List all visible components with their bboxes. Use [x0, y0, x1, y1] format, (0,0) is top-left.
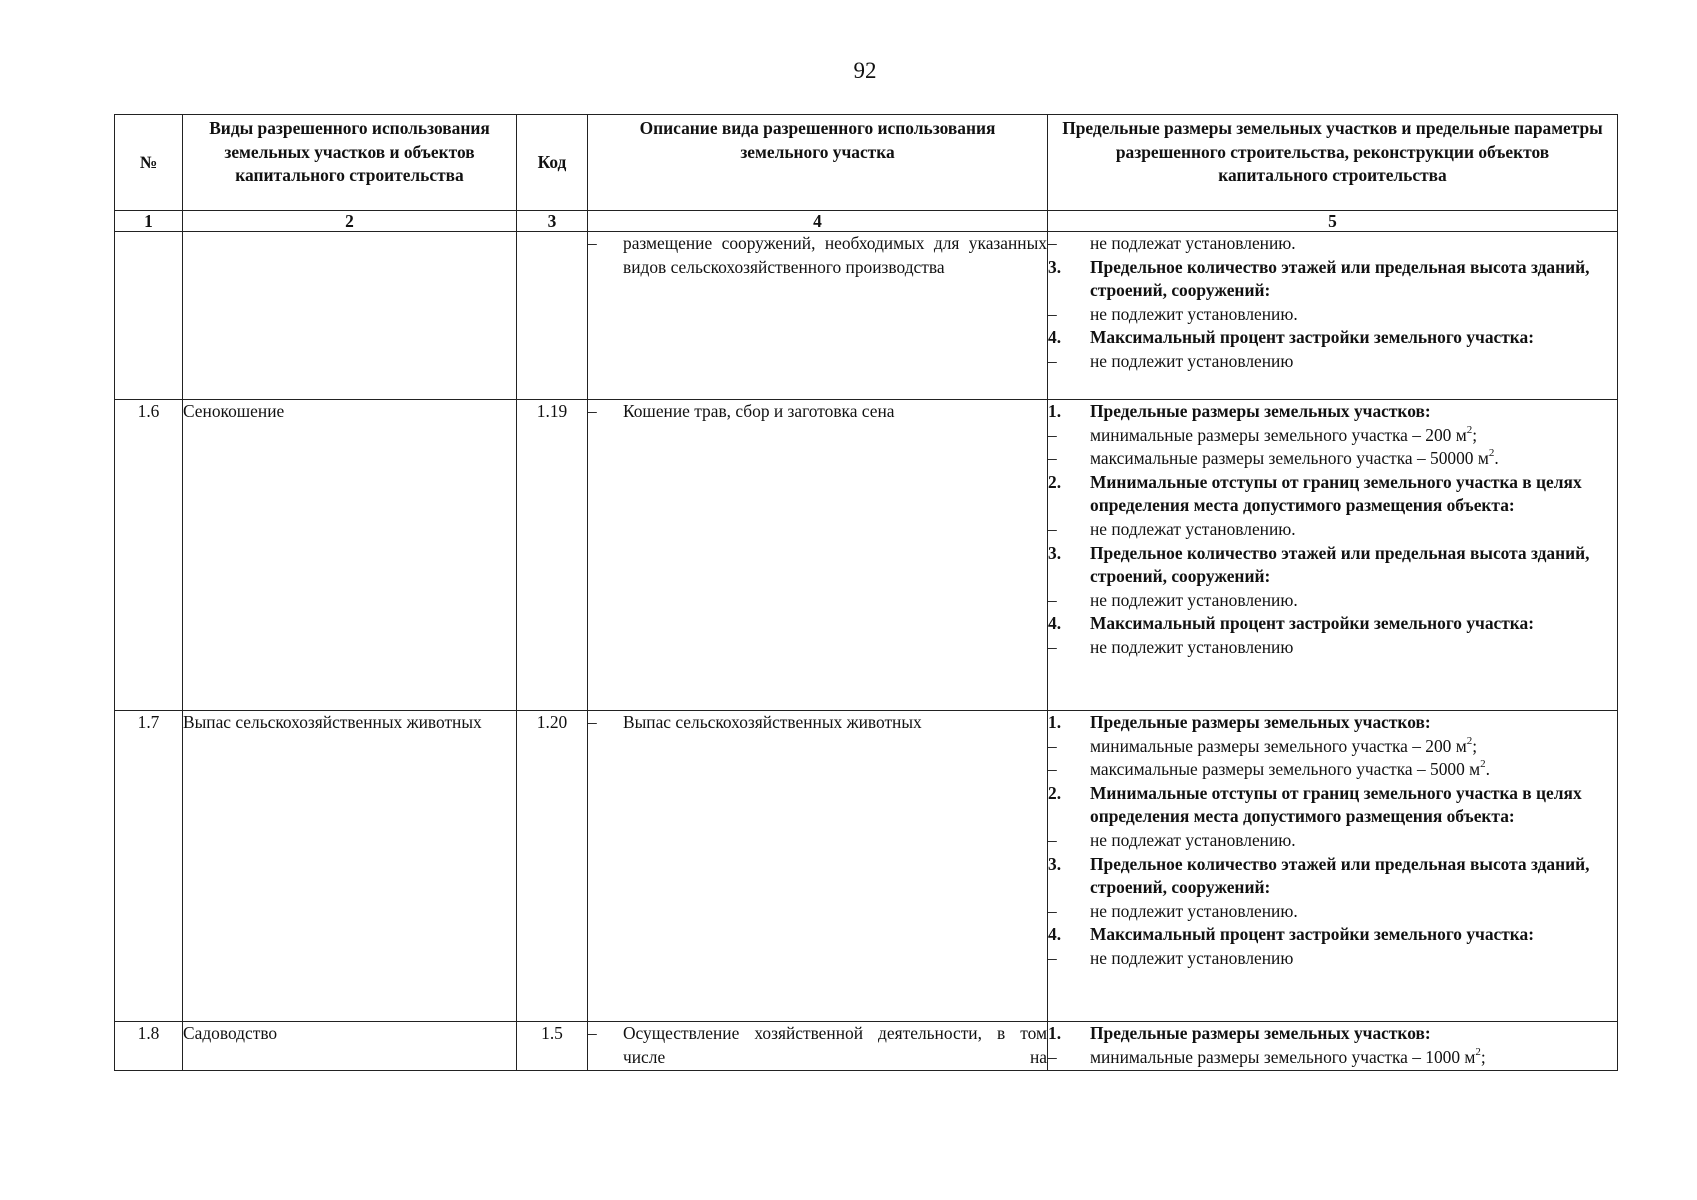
- list-marker: –: [1048, 759, 1057, 780]
- table-row: [115, 400, 1618, 711]
- page-number: 92: [853, 58, 877, 83]
- list-marker: –: [1048, 518, 1057, 539]
- parameter-item: [1048, 900, 1617, 924]
- parameter-text: не подлежит установлению: [1090, 947, 1294, 968]
- column-number: 5: [1048, 211, 1618, 232]
- parameter-text: Предельные размеры земельных участков:: [1090, 1023, 1431, 1043]
- list-marker: –: [588, 1023, 597, 1043]
- header-code: Код: [517, 115, 588, 211]
- column-number: 1: [115, 211, 183, 232]
- land-use-table: [114, 114, 1618, 1071]
- list-marker: –: [588, 712, 597, 732]
- description-item: [588, 1022, 1047, 1069]
- description-text: Осуществление хозяйственной деятельности, в том числе на: [623, 1023, 1047, 1067]
- row-use-type: [183, 232, 517, 400]
- parameter-heading: [1048, 326, 1617, 350]
- parameter-text: Минимальные отступы от границ земельного участка в целях определения места допустимого размещения объекта:: [1090, 471, 1582, 516]
- list-marker: –: [1048, 900, 1057, 921]
- description-text: размещение сооружений, необходимых для указанных видов сельскохозяйственного производства: [623, 233, 1047, 277]
- parameter-text: не подлежит установлению.: [1090, 303, 1298, 324]
- use-type-text: Выпас сельскохозяйственных животных: [183, 712, 482, 732]
- description-item: [588, 232, 1047, 279]
- parameter-text: не подлежат установлению.: [1090, 233, 1296, 253]
- parameter-text: Предельное количество этажей или предельная высота зданий, строений, сооружений:: [1090, 542, 1590, 587]
- list-marker: –: [1048, 636, 1057, 657]
- parameter-text: Максимальный процент застройки земельного участка:: [1090, 327, 1535, 348]
- parameter-text: не подлежит установлению.: [1090, 589, 1298, 610]
- parameter-tail: ;: [1472, 735, 1478, 756]
- parameter-text: Предельное количество этажей или предельная высота зданий, строений, сооружений:: [1090, 853, 1590, 898]
- header-description: Описание вида разрешенного использования земельного участка: [588, 115, 1048, 211]
- parameter-item: [1048, 758, 1617, 782]
- parameter-heading: [1048, 853, 1617, 900]
- parameter-item: [1048, 232, 1617, 256]
- parameter-tail: ;: [1472, 424, 1478, 445]
- list-marker: –: [1048, 350, 1057, 371]
- list-marker: –: [1048, 233, 1057, 253]
- parameter-text: минимальные размеры земельного участка – 1000 м: [1090, 1046, 1476, 1067]
- parameter-text: Минимальные отступы от границ земельного участка в целях определения места допустимого размещения объекта:: [1090, 782, 1582, 827]
- list-marker: 2.: [1048, 782, 1062, 803]
- superscript: 2: [1466, 734, 1473, 747]
- parameter-item: [1048, 589, 1617, 613]
- list-marker: –: [1048, 589, 1057, 610]
- parameter-text: максимальные размеры земельного участка – 5000 м: [1090, 759, 1481, 780]
- parameter-item: [1048, 636, 1617, 660]
- list-marker: 4.: [1048, 327, 1062, 348]
- parameter-text: минимальные размеры земельного участка – 200 м: [1090, 424, 1467, 445]
- list-marker: 4.: [1048, 924, 1062, 945]
- parameter-item: [1048, 447, 1617, 471]
- parameter-item: [1048, 735, 1617, 759]
- column-number: 2: [183, 211, 517, 232]
- row-code: 1.20: [517, 711, 588, 1022]
- list-marker: 3.: [1048, 542, 1062, 563]
- parameter-text: минимальные размеры земельного участка – 200 м: [1090, 735, 1467, 756]
- parameter-item: [1048, 518, 1617, 542]
- parameter-item: [1048, 947, 1617, 971]
- header-number: №: [115, 115, 183, 211]
- list-marker: –: [1048, 829, 1057, 850]
- parameter-heading: [1048, 711, 1617, 735]
- parameter-heading: [1048, 256, 1617, 303]
- parameter-heading: [1048, 612, 1617, 636]
- list-marker: –: [1048, 1046, 1057, 1067]
- column-number-row: [115, 211, 1618, 232]
- list-marker: 4.: [1048, 613, 1062, 634]
- list-marker: 3.: [1048, 256, 1062, 277]
- row-description: [588, 1022, 1048, 1071]
- column-number: 4: [588, 211, 1048, 232]
- row-code: [517, 232, 588, 400]
- row-use-type: Сенокошение: [183, 400, 517, 711]
- parameter-tail: .: [1485, 759, 1490, 780]
- header-parameters: Предельные размеры земельных участков и предельные параметры разрешенного строительства, реконструкции объектов капитального строительства: [1048, 115, 1618, 211]
- parameter-heading: [1048, 542, 1617, 589]
- row-number: 1.8: [115, 1022, 183, 1071]
- parameter-heading: [1048, 471, 1617, 518]
- parameter-tail: ;: [1480, 1046, 1486, 1067]
- parameter-item: [1048, 829, 1617, 853]
- parameter-text: не подлежат установлению.: [1090, 518, 1296, 539]
- row-use-type: Садоводство: [183, 1022, 517, 1071]
- parameter-text: Максимальный процент застройки земельного участка:: [1090, 613, 1535, 634]
- table-row: [115, 232, 1618, 400]
- parameter-item: [1048, 350, 1617, 374]
- column-number: 3: [517, 211, 588, 232]
- list-marker: 1.: [1048, 401, 1062, 421]
- description-item: [588, 711, 1047, 735]
- parameter-text: Предельное количество этажей или предельная высота зданий, строений, сооружений:: [1090, 256, 1590, 301]
- parameter-heading: [1048, 400, 1617, 424]
- superscript: 2: [1475, 1045, 1481, 1058]
- parameter-heading: [1048, 1022, 1617, 1046]
- row-number: 1.6: [115, 400, 183, 711]
- table-header-row: [115, 115, 1618, 211]
- row-number: [115, 232, 183, 400]
- row-parameters: [1048, 711, 1618, 1022]
- row-description: [588, 711, 1048, 1022]
- row-parameters: [1048, 400, 1618, 711]
- parameter-item: [1048, 303, 1617, 327]
- parameter-text: не подлежит установлению.: [1090, 900, 1298, 921]
- parameter-heading: [1048, 782, 1617, 829]
- list-marker: –: [1048, 424, 1057, 445]
- header-use-types: Виды разрешенного использования земельных участков и объектов капитального строительства: [183, 115, 517, 211]
- superscript: 2: [1488, 447, 1495, 460]
- list-marker: –: [1048, 947, 1057, 968]
- parameter-text: не подлежит установлению: [1090, 350, 1294, 371]
- list-marker: –: [588, 233, 597, 253]
- parameter-heading: [1048, 923, 1617, 947]
- parameter-tail: .: [1494, 448, 1499, 469]
- row-description: [588, 400, 1048, 711]
- table-row: [115, 711, 1618, 1022]
- list-marker: 1.: [1048, 712, 1062, 732]
- row-code: 1.5: [517, 1022, 588, 1071]
- description-text: Выпас сельскохозяйственных животных: [623, 712, 922, 732]
- superscript: 2: [1466, 423, 1473, 436]
- list-marker: –: [1048, 735, 1057, 756]
- list-marker: 1.: [1048, 1023, 1062, 1043]
- list-marker: –: [1048, 303, 1057, 324]
- list-marker: –: [1048, 448, 1057, 469]
- list-marker: –: [588, 401, 597, 421]
- row-number: 1.7: [115, 711, 183, 1022]
- parameter-item: [1048, 1046, 1617, 1070]
- parameter-item: [1048, 424, 1617, 448]
- description-text: Кошение трав, сбор и заготовка сена: [623, 401, 895, 421]
- row-use-type: [183, 711, 517, 1022]
- description-item: [588, 400, 1047, 424]
- row-code: 1.19: [517, 400, 588, 711]
- parameter-text: Максимальный процент застройки земельного участка:: [1090, 924, 1535, 945]
- parameter-text: не подлежит установлению: [1090, 636, 1294, 657]
- superscript: 2: [1480, 758, 1486, 771]
- row-description: [588, 232, 1048, 400]
- row-parameters: [1048, 232, 1618, 400]
- parameter-text: не подлежат установлению.: [1090, 829, 1296, 850]
- row-parameters: [1048, 1022, 1618, 1071]
- list-marker: 2.: [1048, 471, 1062, 492]
- parameter-text: максимальные размеры земельного участка – 50000 м: [1090, 448, 1489, 469]
- parameter-text: Предельные размеры земельных участков:: [1090, 712, 1431, 732]
- parameter-text: Предельные размеры земельных участков:: [1090, 401, 1431, 421]
- list-marker: 3.: [1048, 853, 1062, 874]
- table-row: [115, 1022, 1618, 1071]
